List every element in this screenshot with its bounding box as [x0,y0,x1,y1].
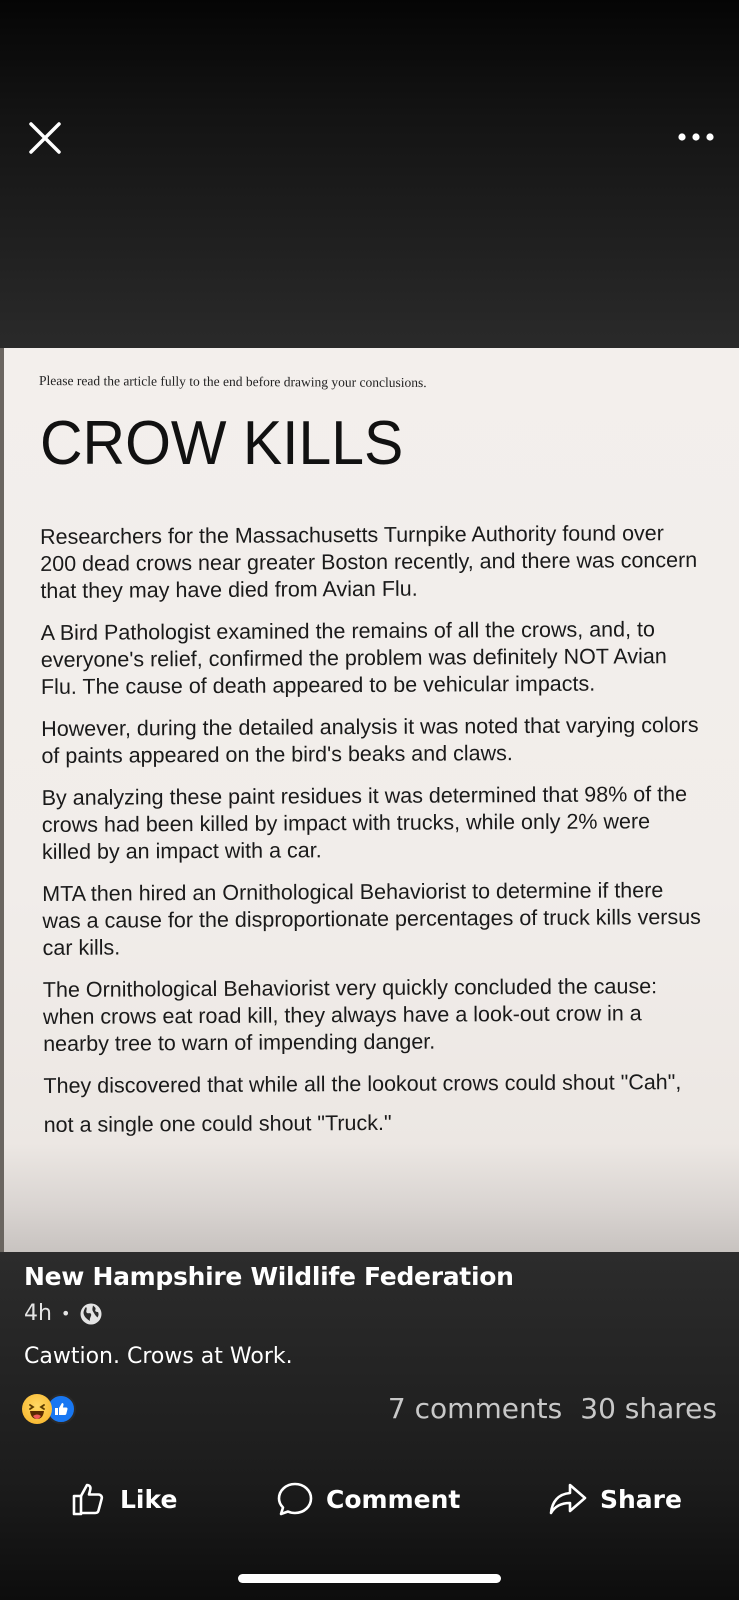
close-icon [22,115,68,161]
close-button[interactable] [22,115,68,161]
article-paragraph: not a single one could shout "Truck." [43,1110,392,1137]
thumbs-up-icon [70,1480,108,1518]
engagement-counts [388,1392,717,1425]
viewer-top-bar [0,105,739,165]
comment-button[interactable] [276,1480,460,1518]
article-paragraph: The Ornithological Behaviorist very quickly concluded the cause: when crows eat road kill, they always have a look-out crow in a nearby tree to warn of impending danger. [42,974,658,1056]
article-body [40,520,704,1154]
article-paragraph: They discovered that while all the lookout crows could shout "Cah", [43,1070,682,1098]
comment-icon [276,1480,314,1518]
post-meta [24,1301,724,1326]
article-paragraph: However, during the detailed analysis it was noted that varying colors of paints appeared on the bird's beaks and claws. [41,712,699,768]
post-caption: Cawtion. Crows at Work. [24,1344,293,1369]
article-headline: CROW KILLS [40,409,404,478]
comments-count[interactable]: 7 comments [387,1392,563,1425]
post-stats [22,1392,717,1428]
post-info [24,1262,724,1369]
more-options-icon [671,117,721,157]
share-label: Share [600,1484,682,1514]
article-paragraph: Researchers for the Massachusetts Turnpike Authority found over 200 dead crows near greater Boston recently, and there was concern that they may have died from Avian Flu. [40,521,698,603]
globe-icon[interactable] [79,1302,103,1326]
share-icon [548,1480,588,1518]
article-notice: Please read the article fully to the end before drawing your conclusions. [38,372,427,391]
reactions-summary[interactable] [22,1394,76,1424]
haha-reaction-icon [22,1394,52,1424]
shares-count[interactable]: 30 shares [580,1392,717,1425]
article-paragraph: MTA then hired an Ornithological Behaviorist to determine if there was a cause for the disproportionate percentages of truck kills versus car kills. [42,878,701,960]
article-paragraph: By analyzing these paint residues it was determined that 98% of the crows had been killed by impact with trucks, while only 2% were killed by an impact with a car. [41,782,688,864]
meta-separator: • [60,1304,71,1323]
comment-label: Comment [326,1484,461,1514]
post-time[interactable]: 4h [24,1301,52,1326]
more-options-button[interactable] [671,117,721,157]
like-label: Like [120,1484,178,1514]
share-button[interactable] [548,1480,682,1518]
post-actions-bar [0,1470,739,1530]
post-image[interactable] [0,348,739,1252]
home-indicator[interactable] [238,1574,501,1583]
page-name-link[interactable]: New Hampshire Wildlife Federation [24,1262,514,1291]
article-paragraph: A Bird Pathologist examined the remains of all the crows, and, to everyone's relief, confirmed the problem was definitely NOT Avian Flu. The cause of death appeared to be vehicular impacts. [40,617,667,699]
like-button[interactable] [70,1480,177,1518]
